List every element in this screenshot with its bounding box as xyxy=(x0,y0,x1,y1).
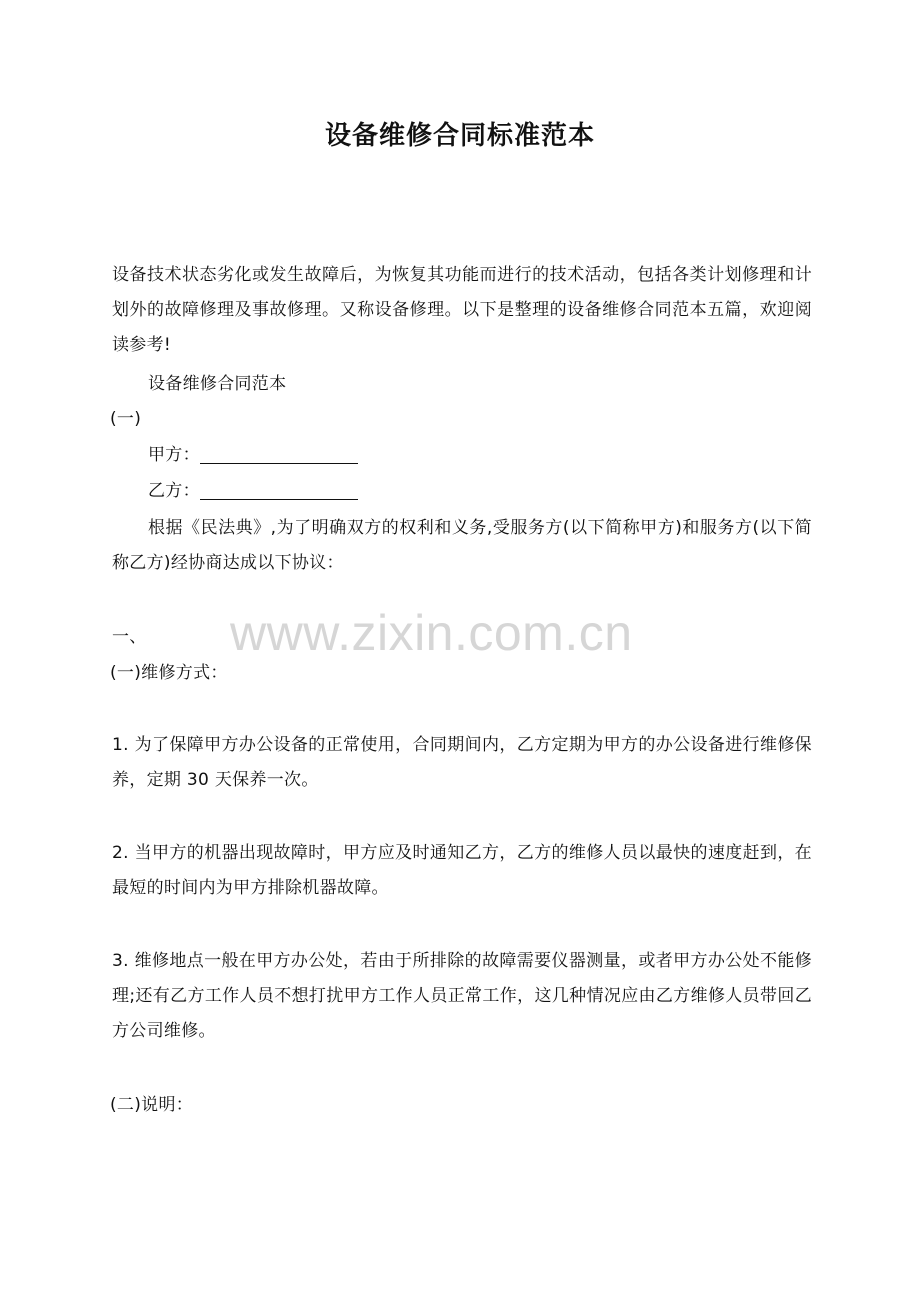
list-item: 3. 维修地点一般在甲方办公处，若由于所排除的故障需要仪器测量，或者甲方办公处不能修理;还有乙方工作人员不想打扰甲方工作人员正常工作，这几种情况应由乙方维修人员带回乙方公司维修。 xyxy=(112,951,812,1041)
list-item: 2. 当甲方的机器出现故障时，甲方应及时通知乙方，乙方的维修人员以最快的速度赶到，在最短的时间内为甲方排除机器故障。 xyxy=(112,843,812,898)
maintenance-method-heading: (一)维修方式： xyxy=(110,663,228,683)
party-a-blank[interactable] xyxy=(200,443,358,464)
contract-subtitle: 设备维修合同范本 xyxy=(148,374,287,394)
party-a-line xyxy=(148,438,812,473)
party-b-line xyxy=(148,474,812,509)
explanation-heading: (二)说明： xyxy=(110,1095,194,1115)
article-one-heading: 一、 xyxy=(112,627,147,647)
watermark: www.zixin.com.cn xyxy=(230,605,633,661)
intro-paragraph: 设备技术状态劣化或发生故障后，为恢复其功能而进行的技术活动，包括各类计划修理和计划外的故障修理及事故修理。又称设备修理。以下是整理的设备维修合同范本五篇，欢迎阅读参考! xyxy=(112,265,812,355)
party-b-label: 乙方： xyxy=(148,481,200,501)
party-a-label: 甲方： xyxy=(148,445,200,465)
section-number: (一) xyxy=(110,409,142,429)
preamble-paragraph: 根据《民法典》,为了明确双方的权利和义务,受服务方(以下简称甲方)和服务方(以下简称乙方)经协商达成以下协议： xyxy=(112,518,812,573)
document-title: 设备维修合同标准范本 xyxy=(324,121,595,151)
party-b-blank[interactable] xyxy=(200,479,358,500)
list-item: 1. 为了保障甲方办公设备的正常使用，合同期间内，乙方定期为甲方的办公设备进行维修保养，定期 30 天保养一次。 xyxy=(112,735,812,790)
